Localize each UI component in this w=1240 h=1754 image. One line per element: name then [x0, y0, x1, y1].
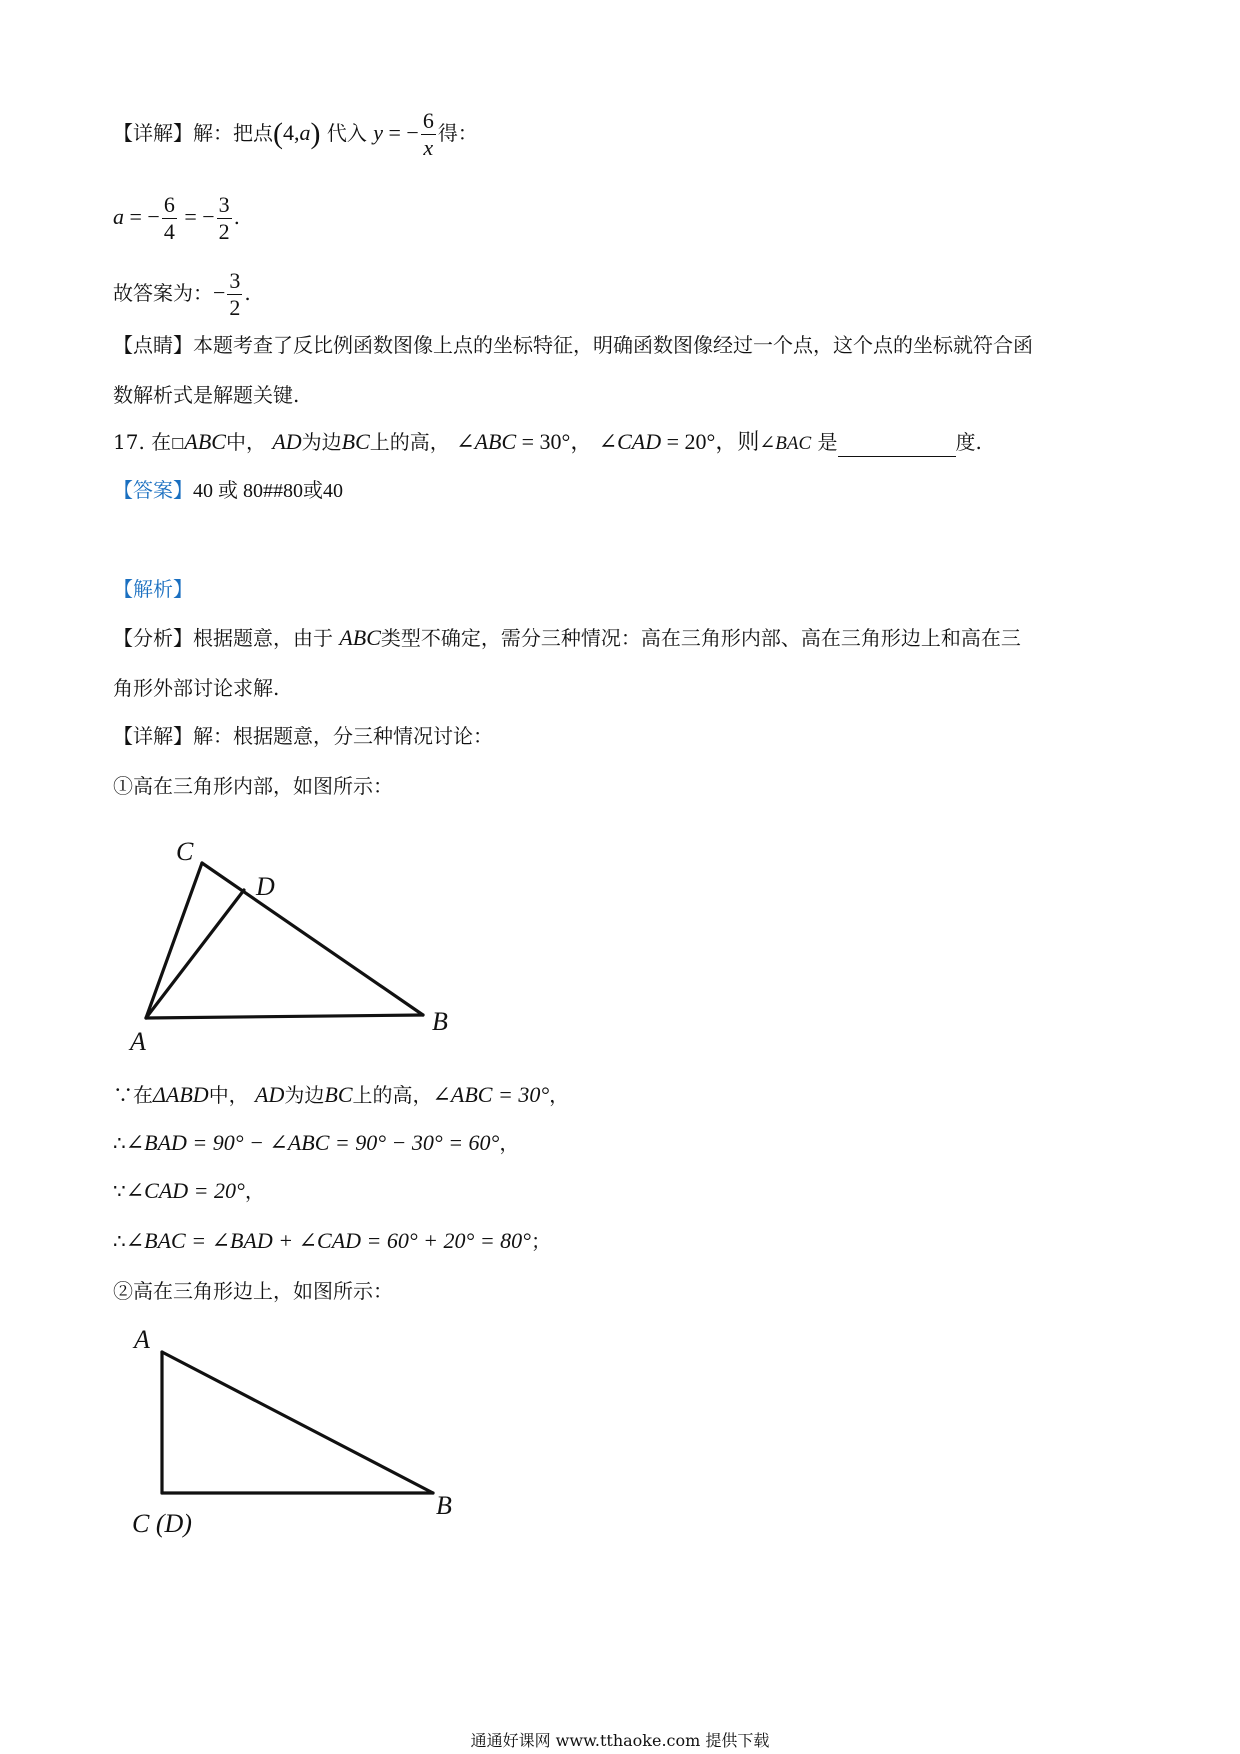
equals-neg-2: = −	[178, 204, 215, 229]
answer-line	[113, 268, 251, 321]
fenxi-tag: 【分析】	[113, 626, 193, 650]
altitude-ad	[146, 890, 244, 1018]
dianjing-line-2	[113, 382, 299, 408]
text-zhong: 中，	[208, 1083, 249, 1107]
fenxi-line-1	[113, 625, 1021, 651]
answer-tag: 【答案】	[113, 478, 193, 502]
text-weibian: 为边	[284, 1083, 325, 1107]
fraction-answer	[227, 268, 242, 321]
triangle-box-symbol: □	[171, 435, 185, 451]
xiangjie-text: 【详解】解：根据题意，分三种情况讨论：	[113, 724, 493, 748]
step-1	[113, 1082, 569, 1108]
case2-text: ②高在三角形边上，如图所示：	[113, 1279, 393, 1303]
detail-line-1: 【详解】解：把点(4,a) 代入 y = − $\frac{6}{x}$ 得：	[113, 108, 478, 160]
text-shi: 是	[817, 430, 838, 454]
frac-den: 2	[218, 219, 230, 244]
analysis-tag: 【解析】	[113, 577, 193, 601]
equals-neg-1: = −	[124, 204, 160, 229]
figure-1-triangle	[110, 820, 490, 1050]
minus-sign: −	[213, 280, 226, 305]
dianjing-text: 本题考查了反比例函数图像上点的坐标特征，明确函数图像经过一个点，这个点的坐标就符合函	[193, 333, 1033, 357]
triangle-abc: ABC	[339, 625, 381, 650]
case1-text: ①高在三角形内部，如图所示：	[113, 774, 393, 798]
angle-abc-eq: ∠ABC = 30°	[432, 1082, 550, 1107]
segment-ad: AD	[255, 1082, 285, 1107]
comma: ，	[244, 1179, 265, 1203]
because-symbol: ∵	[113, 1179, 126, 1203]
label-c: C	[176, 837, 194, 866]
xiangjie-line	[113, 723, 493, 749]
therefore-symbol: ∴	[113, 1229, 126, 1253]
label-a: A	[130, 1027, 146, 1050]
get-text: 得：	[437, 121, 478, 145]
case1-line	[113, 773, 393, 799]
side-ab	[146, 1015, 423, 1018]
step-2	[113, 1130, 519, 1156]
detail-prefix: 【详解】解：把点	[113, 121, 273, 145]
text-zhong: 中，	[225, 430, 266, 454]
frac-num: 3	[218, 192, 230, 217]
period: .	[233, 205, 241, 229]
comma: ，	[499, 1131, 520, 1155]
point-y: a	[299, 120, 311, 145]
comma: ，	[549, 1083, 570, 1107]
label-d: D	[256, 872, 275, 901]
frac-den: x	[423, 135, 434, 160]
answer-row	[113, 477, 343, 504]
angle-bad-calc: ∠BAD = 90° − ∠ABC = 90° − 30° = 60°	[125, 1130, 500, 1155]
fenxi-text-2: 类型不确定，需分三种情况：高在三角形内部、高在三角形边上和高在三	[380, 626, 1021, 650]
dianjing-text-cont: 数解析式是解题关键.	[113, 383, 300, 407]
answer-prefix: 故答案为：	[113, 281, 213, 305]
text-weibian: 为边	[301, 430, 342, 454]
semicolon: ；	[530, 1229, 551, 1253]
side-ab	[162, 1352, 433, 1493]
text-zai: 在	[133, 1083, 153, 1107]
detail-line-2	[113, 192, 240, 245]
label-b: B	[432, 1007, 448, 1036]
fraction-3-over-2	[217, 192, 232, 245]
case2-line	[113, 1278, 393, 1304]
var-y: y	[373, 120, 383, 145]
side-ac	[146, 863, 202, 1018]
step-4	[113, 1228, 551, 1254]
fraction-6-over-x	[421, 108, 436, 161]
frac-den: 4	[163, 219, 175, 244]
therefore-symbol: ∴	[113, 1131, 126, 1155]
segment-bc: BC	[324, 1082, 353, 1107]
angle-cad-eq: ∠CAD = 20°	[125, 1178, 245, 1203]
angle-cad-value: = 20°，则	[661, 429, 760, 454]
label-b: B	[436, 1491, 452, 1520]
frac-num: 6	[163, 192, 175, 217]
triangle-abd: ΔABD	[153, 1082, 209, 1107]
fenxi-line-2	[113, 675, 279, 701]
label-c-d: C (D)	[132, 1509, 192, 1538]
step-3	[113, 1178, 265, 1204]
analysis-row	[113, 576, 193, 602]
segment-ad: AD	[272, 429, 302, 454]
frac-num: 6	[422, 108, 434, 133]
angle-bac-calc: ∠BAC = ∠BAD + ∠CAD = 60° + 20° = 80°	[125, 1228, 531, 1253]
angle-cad: ∠CAD	[598, 429, 662, 454]
fenxi-text-1: 根据题意，由于	[193, 626, 340, 650]
text-du: 度.	[955, 430, 982, 454]
answer-blank	[838, 436, 956, 457]
dianjing-line-1	[113, 332, 1033, 358]
segment-bc: BC	[341, 429, 370, 454]
question-number: 17. 在	[113, 430, 172, 454]
frac-num: 3	[229, 268, 241, 293]
text-shangdegao: 上的高，	[369, 430, 450, 454]
figure-2-triangle	[118, 1318, 478, 1548]
angle-bac: ∠BAC	[759, 433, 812, 454]
var-a: a	[113, 204, 124, 229]
fenxi-text-cont: 角形外部讨论求解.	[113, 676, 280, 700]
answer-text: 40 或 80##80或40	[193, 480, 343, 502]
angle-abc-value: = 30°，	[516, 429, 593, 454]
label-a: A	[134, 1325, 150, 1354]
page-footer: 通通好课网 www.tthaoke.com 提供下载	[470, 1731, 770, 1750]
triangle-abc: ABC	[184, 429, 226, 454]
side-cb	[202, 863, 423, 1015]
angle-abc: ∠ABC	[456, 429, 517, 454]
frac-den: 2	[229, 295, 241, 320]
because-symbol: ∵	[113, 1083, 133, 1107]
point-x: 4	[283, 120, 294, 145]
fraction-6-over-4	[162, 192, 177, 245]
question-17	[113, 429, 982, 457]
dianjing-tag: 【点睛】	[113, 333, 193, 357]
substitute-text: 代入	[326, 121, 367, 145]
equals-neg: = −	[382, 120, 419, 145]
period: .	[244, 281, 251, 305]
text-shangdegao: 上的高，	[352, 1083, 433, 1107]
